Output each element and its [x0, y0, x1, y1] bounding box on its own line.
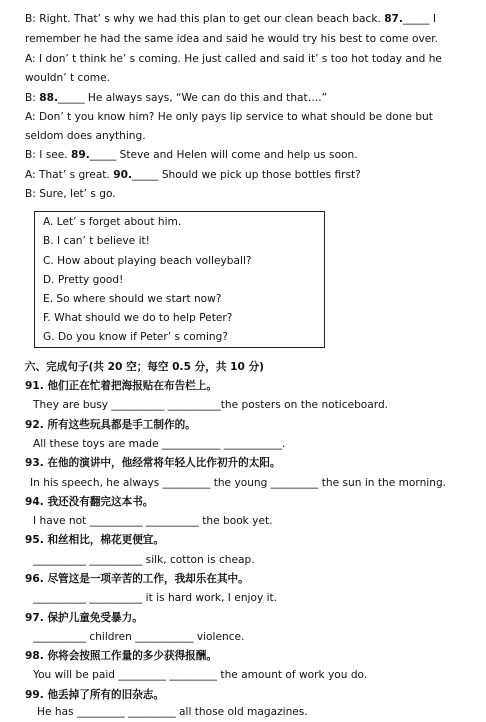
question-en: They are busy __________ __________the posters on the noticeboard. — [33, 399, 389, 411]
option-item: B. I can’ t believe it! — [43, 235, 150, 247]
option-item: D. Pretty good! — [43, 274, 124, 286]
dialogue-line: remember he had the same idea and said he would try his best to come over. — [25, 33, 439, 45]
question-en: __________ children ___________ violence. — [33, 631, 245, 643]
question-cn: 94. 我还没有翻完这本书。 — [25, 496, 154, 508]
question-cn: 99. 他丢掉了所有的旧杂志。 — [25, 689, 164, 701]
dialogue-line: B: 88._____ He always says, “We can do this and that….” — [25, 92, 328, 104]
question-cn: 97. 保护儿童免受暴力。 — [25, 612, 143, 624]
option-item: C. How about playing beach volleyball? — [43, 255, 252, 267]
dialogue-line: A: I don’ t think he’ s coming. He just called and said it’ s too hot today and he — [25, 53, 442, 65]
question-en: I have not __________ __________ the book yet. — [33, 515, 273, 527]
options-box — [34, 211, 325, 348]
section-title: 六、完成句子(共 20 空；每空 0.5 分，共 10 分) — [25, 361, 264, 373]
option-item: G. Do you know if Peter’ s coming? — [43, 331, 228, 343]
question-en: In his speech, he always _________ the young _________ the sun in the morning. — [30, 477, 447, 489]
dialogue-line: B: I see. 89._____ Steve and Helen will come and help us soon. — [25, 149, 358, 161]
question-en: He has _________ _________ all those old magazines. — [37, 706, 308, 718]
dialogue-line: seldom does anything. — [25, 130, 146, 142]
dialogue-line: A: Don’ t you know him? He only pays lip service to what should be done but — [25, 111, 433, 123]
question-cn: 95. 和丝相比，棉花更便宜。 — [25, 534, 164, 546]
dialogue-line: A: That’ s great. 90._____ Should we pick up those bottles first? — [25, 169, 361, 181]
dialogue-line: B: Sure, let’ s go. — [25, 188, 116, 200]
option-item: F. What should we do to help Peter? — [43, 312, 233, 324]
question-cn: 98. 你将会按照工作量的多少获得报酬。 — [25, 650, 217, 662]
question-cn: 96. 尽管这是一项辛苦的工作，我却乐在其中。 — [25, 573, 249, 585]
question-cn: 91. 他们正在忙着把海报贴在布告栏上。 — [25, 380, 217, 392]
question-en: __________ __________ silk, cotton is cheap. — [33, 554, 255, 566]
question-en: You will be paid _________ _________ the amount of work you do. — [33, 669, 368, 681]
option-item: A. Let’ s forget about him. — [43, 216, 182, 228]
question-cn: 92. 所有这些玩具都是手工制作的。 — [25, 419, 196, 431]
question-en: __________ __________ it is hard work, I enjoy it. — [33, 592, 278, 604]
question-cn: 93. 在他的演讲中，他经常将年轻人比作初升的太阳。 — [25, 457, 281, 469]
option-item: E. So where should we start now? — [43, 293, 222, 305]
dialogue-line: wouldn’ t come. — [25, 72, 111, 84]
question-en: All these toys are made ___________ ___________. — [33, 438, 286, 450]
dialogue-line: B: Right. That’ s why we had this plan to get our clean beach back. 87._____ I — [25, 13, 436, 25]
